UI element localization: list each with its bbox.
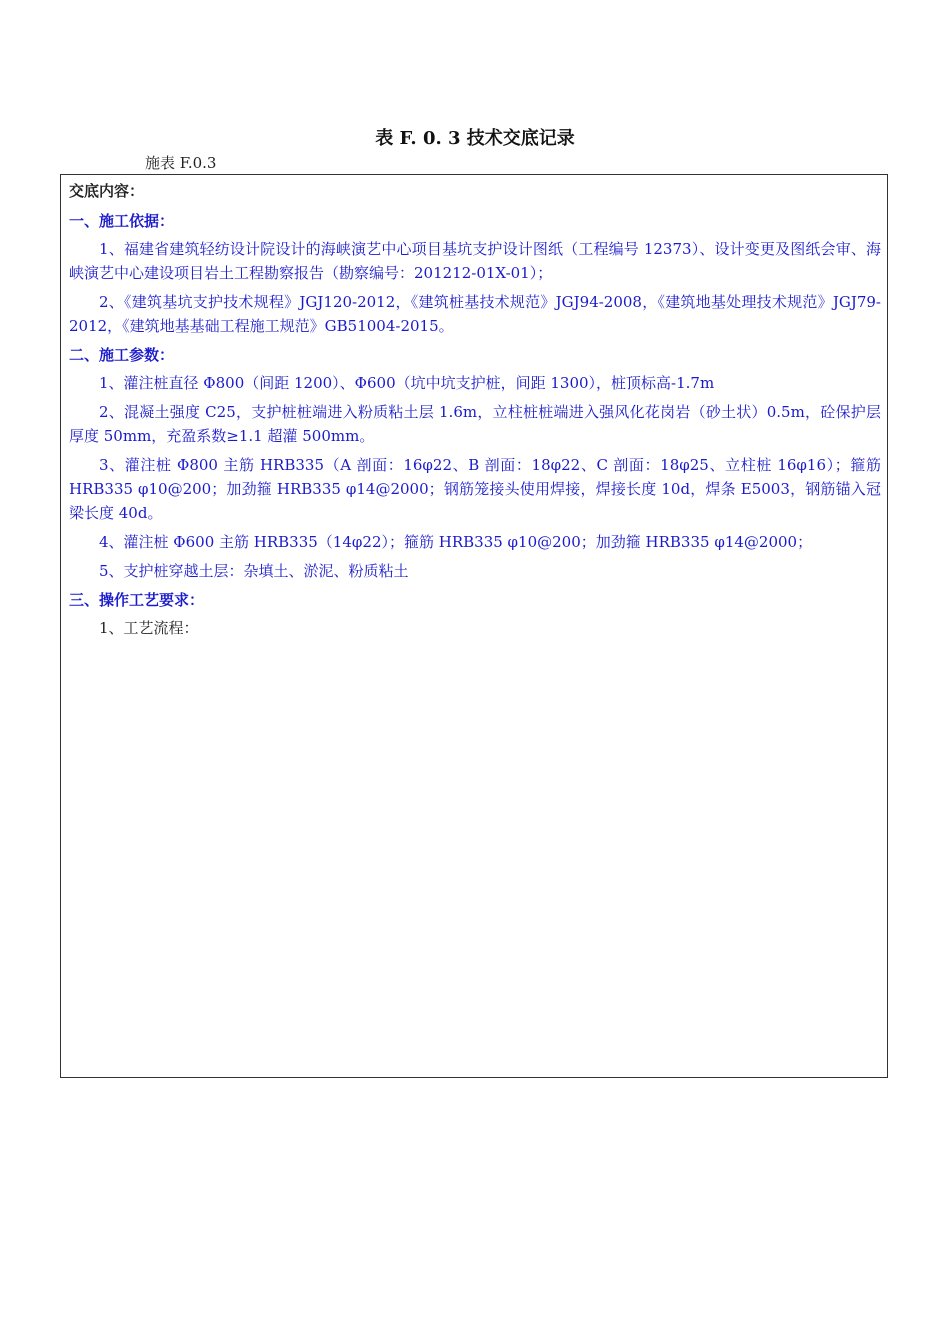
section-heading-basis: 一、施工依据： [69, 212, 175, 230]
parameter-item-1: 1、灌注桩直径 Φ800（间距 1200）、Φ600（坑中坑支护桩，间距 1300），桩顶标高-1.7m [99, 374, 715, 392]
process-item-1: 1、工艺流程： [99, 619, 199, 637]
section-heading-parameters: 二、施工参数： [69, 346, 175, 364]
parameter-item-3: 3、灌注桩 Φ800 主筋 HRB335（A 剖面：16φ22、B 剖面：18φ22、C 剖面：18φ25、立柱桩 16φ16）；箍筋 HRB335 φ10@200；加劲箍 HRB335 φ14@2000；钢筋笼接头使用焊接，焊接长度 10d，焊条 E5003，钢筋锚入冠梁长度 40d。 [69, 456, 881, 522]
section-heading-process: 三、操作工艺要求： [69, 591, 205, 609]
basis-item-2: 2、《建筑基坑支护技术规程》JGJ120-2012，《建筑桩基技术规范》JGJ94-2008，《建筑地基处理技术规范》JGJ79-2012，《建筑地基基础工程施工规范》GB51004-2015。 [69, 293, 881, 335]
parameter-item-2: 2、混凝土强度 C25，支护桩桩端进入粉质粘土层 1.6m，立柱桩桩端进入强风化花岗岩（砂土状）0.5m，砼保护层厚度 50mm，充盈系数≥1.1 超灌 500mm。 [69, 403, 881, 445]
form-code: 施表 F.0.3 [145, 154, 217, 172]
basis-item-1: 1、福建省建筑轻纺设计院设计的海峡演艺中心项目基坑支护设计图纸（工程编号 12373）、设计变更及图纸会审、海峡演艺中心建设项目岩土工程勘察报告（勘察编号：201212-01X-01）； [69, 240, 881, 282]
content-body [69, 179, 881, 645]
content-box [60, 174, 888, 1078]
content-label: 交底内容： [69, 182, 145, 200]
page-title: 表 F. 0. 3 技术交底记录 [375, 128, 575, 149]
parameter-item-4: 4、灌注桩 Φ600 主筋 HRB335（14φ22）；箍筋 HRB335 φ10@200；加劲箍 HRB335 φ14@2000； [99, 533, 813, 551]
parameter-item-5: 5、支护桩穿越土层：杂填土、淤泥、粉质粘土 [99, 562, 409, 580]
